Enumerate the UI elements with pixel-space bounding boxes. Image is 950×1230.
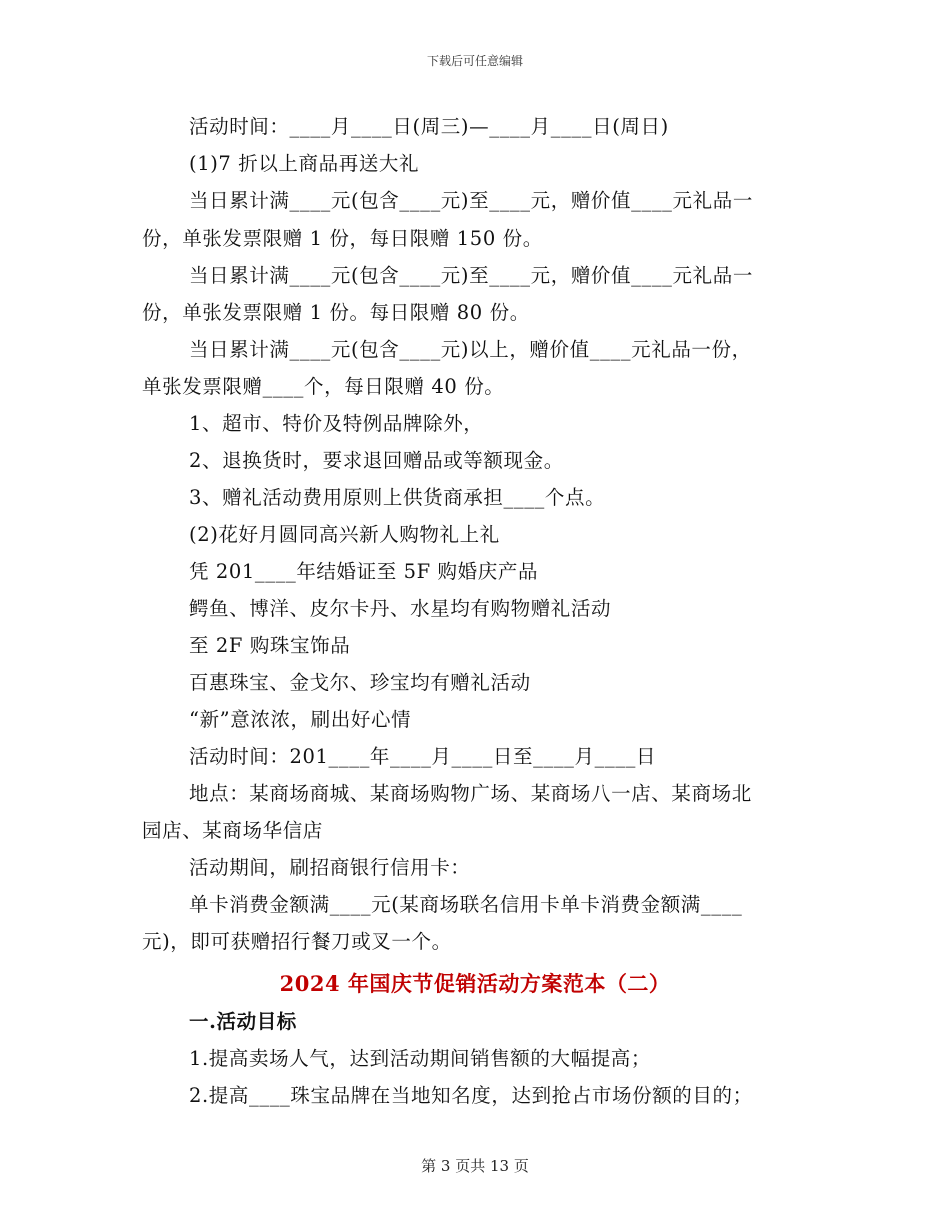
text-line: 园店、某商场华信店 bbox=[142, 819, 323, 842]
text-line: 当日累计满____元(包含____元)至____元，赠价值____元礼品一 bbox=[189, 189, 753, 212]
page-footer: 第 3 页共 13 页 bbox=[421, 1157, 529, 1175]
text-line: 2、退换货时，要求退回赠品或等额现金。 bbox=[189, 449, 564, 472]
text-line: “新”意浓浓，刷出好心情 bbox=[189, 708, 412, 731]
section-title: 2024 年国庆节促销活动方案范本（二） bbox=[279, 971, 671, 996]
text-line: 活动时间：____月____日(周三)—____月____日(周日) bbox=[189, 115, 669, 138]
text-line: 至 2F 购珠宝饰品 bbox=[189, 634, 351, 657]
text-line: (2)花好月圆同高兴新人购物礼上礼 bbox=[189, 523, 500, 546]
text-line: 单卡消费金额满____元(某商场联名信用卡单卡消费金额满____ bbox=[189, 893, 743, 916]
text-line: 活动时间：201____年____月____日至____月____日 bbox=[189, 745, 657, 768]
page-header: 下载后可任意编辑 bbox=[426, 54, 523, 68]
text-line: 地点：某商场商城、某商场购物广场、某商场八一店、某商场北 bbox=[189, 782, 752, 805]
goal-item: 1.提高卖场人气，达到活动期间销售额的大幅提高； bbox=[189, 1047, 652, 1070]
text-line: 凭 201____年结婚证至 5F 购婚庆产品 bbox=[189, 560, 539, 583]
text-line: 当日累计满____元(包含____元)以上，赠价值____元礼品一份， bbox=[189, 338, 752, 361]
text-line: 鳄鱼、博洋、皮尔卡丹、水星均有购物赠礼活动 bbox=[189, 597, 612, 620]
text-line: 百惠珠宝、金戈尔、珍宝均有赠礼活动 bbox=[189, 671, 531, 694]
text-line: 单张发票限赠____个，每日限赠 40 份。 bbox=[142, 375, 505, 398]
text-line: 3、赠礼活动费用原则上供货商承担____个点。 bbox=[189, 486, 606, 509]
text-line: 当日累计满____元(包含____元)至____元，赠价值____元礼品一 bbox=[189, 264, 753, 287]
text-line: (1)7 折以上商品再送大礼 bbox=[189, 152, 420, 175]
text-line: 1、超市、特价及特例品牌除外， bbox=[189, 412, 484, 435]
text-line: 份，单张发票限赠 1 份，每日限赠 150 份。 bbox=[142, 227, 543, 250]
text-line: 元)，即可获赠招行餐刀或叉一个。 bbox=[142, 930, 452, 953]
text-line: 份，单张发票限赠 1 份。每日限赠 80 份。 bbox=[142, 301, 530, 324]
text-line: 活动期间，刷招商银行信用卡： bbox=[189, 856, 471, 879]
section-heading: 一.活动目标 bbox=[189, 1010, 297, 1033]
goal-item: 2.提高____珠宝品牌在当地知名度，达到抢占市场份额的目的； bbox=[189, 1084, 753, 1107]
